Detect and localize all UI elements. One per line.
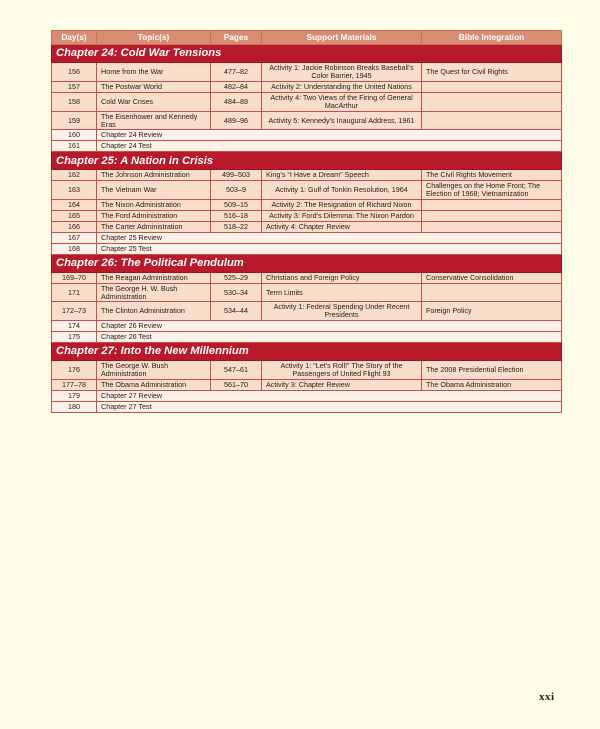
topic-cell: The Postwar World <box>97 81 211 92</box>
pages-cell: 547–61 <box>211 361 262 380</box>
topic-cell: The Reagan Administration <box>97 272 211 283</box>
table-row <box>52 232 562 243</box>
pages-cell: 534–44 <box>211 302 262 321</box>
topic-cell: Home from the War <box>97 63 211 82</box>
page-number: xxi <box>539 691 555 703</box>
table-row <box>52 332 562 343</box>
table-row <box>52 111 562 130</box>
day-cell: 174 <box>52 321 97 332</box>
table-row <box>52 379 562 390</box>
pages-cell: 489–96 <box>211 111 262 130</box>
topic-cell: Chapter 26 Review <box>97 321 562 332</box>
day-cell: 161 <box>52 141 97 152</box>
support-materials-cell: Activity 5: Kennedy’s Inaugural Address, 1961 <box>262 111 422 130</box>
pages-cell: 518–22 <box>211 221 262 232</box>
table-row <box>52 210 562 221</box>
chapter-heading-row <box>52 254 562 272</box>
topic-cell: The Obama Administration <box>97 379 211 390</box>
table-row <box>52 272 562 283</box>
day-cell: 160 <box>52 130 97 141</box>
header-support-materials: Support Materials <box>262 31 422 45</box>
bible-integration-cell <box>422 283 562 302</box>
chapter-title: Chapter 25: A Nation in Crisis <box>52 152 562 170</box>
topic-cell: The Vietnam War <box>97 181 211 200</box>
table-row <box>52 401 562 412</box>
bible-integration-cell: Foreign Policy <box>422 302 562 321</box>
header-bible-integration: Bible Integration <box>422 31 562 45</box>
support-materials-cell: Activity 1: “Let’s Roll!” The Story of the Passengers of United Flight 93 <box>262 361 422 380</box>
bible-integration-cell: Challenges on the Home Front; The Election of 1968; Vietnamization <box>422 181 562 200</box>
day-cell: 171 <box>52 283 97 302</box>
table-row <box>52 390 562 401</box>
table-row <box>52 321 562 332</box>
bible-integration-cell: The Obama Administration <box>422 379 562 390</box>
support-materials-cell: Activity 4: Chapter Review <box>262 221 422 232</box>
header-row <box>52 31 562 45</box>
chapter-heading-row <box>52 343 562 361</box>
bible-integration-cell: The 2008 Presidential Election <box>422 361 562 380</box>
bible-integration-cell <box>422 210 562 221</box>
chapter-title: Chapter 27: Into the New Millennium <box>52 343 562 361</box>
day-cell: 164 <box>52 200 97 211</box>
support-materials-cell: Activity 3: Ford’s Dilemma: The Nixon Pardon <box>262 210 422 221</box>
topic-cell: The Clinton Administration <box>97 302 211 321</box>
pages-cell: 499–503 <box>211 170 262 181</box>
support-materials-cell: Activity 4: Two Views of the Firing of General MacArthur <box>262 92 422 111</box>
chapter-heading-row <box>52 152 562 170</box>
topic-cell: Cold War Crises <box>97 92 211 111</box>
table-row <box>52 283 562 302</box>
topic-cell: Chapter 27 Test <box>97 401 562 412</box>
support-materials-cell: Activity 2: The Resignation of Richard Nixon <box>262 200 422 211</box>
pages-cell: 516–18 <box>211 210 262 221</box>
bible-integration-cell: The Quest for Civil Rights <box>422 63 562 82</box>
table-row <box>52 92 562 111</box>
topic-cell: Chapter 25 Review <box>97 232 562 243</box>
table-row <box>52 81 562 92</box>
header-days: Day(s) <box>52 31 97 45</box>
day-cell: 169–70 <box>52 272 97 283</box>
topic-cell: The Ford Administration <box>97 210 211 221</box>
pages-cell: 509–15 <box>211 200 262 211</box>
chapter-title: Chapter 24: Cold War Tensions <box>52 45 562 63</box>
support-materials-cell: Christians and Foreign Policy <box>262 272 422 283</box>
topic-cell: The George W. Bush Administration <box>97 361 211 380</box>
day-cell: 159 <box>52 111 97 130</box>
day-cell: 163 <box>52 181 97 200</box>
pages-cell: 477–82 <box>211 63 262 82</box>
day-cell: 168 <box>52 243 97 254</box>
day-cell: 165 <box>52 210 97 221</box>
day-cell: 166 <box>52 221 97 232</box>
topic-cell: Chapter 26 Test <box>97 332 562 343</box>
day-cell: 158 <box>52 92 97 111</box>
table-row <box>52 130 562 141</box>
topic-cell: The Carter Administration <box>97 221 211 232</box>
pages-cell: 530–34 <box>211 283 262 302</box>
table-row <box>52 243 562 254</box>
day-cell: 172–73 <box>52 302 97 321</box>
day-cell: 176 <box>52 361 97 380</box>
support-materials-cell: Term Limits <box>262 283 422 302</box>
pages-cell: 561–70 <box>211 379 262 390</box>
table-body <box>52 45 562 413</box>
header-topics: Topic(s) <box>97 31 211 45</box>
schedule-table <box>51 30 562 413</box>
day-cell: 179 <box>52 390 97 401</box>
day-cell: 162 <box>52 170 97 181</box>
table-row <box>52 221 562 232</box>
topic-cell: The Nixon Administration <box>97 200 211 211</box>
day-cell: 156 <box>52 63 97 82</box>
table-row <box>52 181 562 200</box>
bible-integration-cell <box>422 92 562 111</box>
topic-cell: Chapter 27 Review <box>97 390 562 401</box>
topic-cell: Chapter 24 Test <box>97 141 562 152</box>
header-pages: Pages <box>211 31 262 45</box>
bible-integration-cell: Conservative Consolidation <box>422 272 562 283</box>
pages-cell: 503–9 <box>211 181 262 200</box>
day-cell: 167 <box>52 232 97 243</box>
topic-cell: Chapter 24 Review <box>97 130 562 141</box>
pages-cell: 525–29 <box>211 272 262 283</box>
chapter-title: Chapter 26: The Political Pendulum <box>52 254 562 272</box>
support-materials-cell: Activity 1: Gulf of Tonkin Resolution, 1964 <box>262 181 422 200</box>
chapter-heading-row <box>52 45 562 63</box>
bible-integration-cell <box>422 221 562 232</box>
table-row <box>52 302 562 321</box>
bible-integration-cell: The Civil Rights Movement <box>422 170 562 181</box>
table-row <box>52 141 562 152</box>
bible-integration-cell <box>422 200 562 211</box>
pages-cell: 482–84 <box>211 81 262 92</box>
bible-integration-cell <box>422 81 562 92</box>
day-cell: 180 <box>52 401 97 412</box>
day-cell: 177–78 <box>52 379 97 390</box>
support-materials-cell: Activity 1: Federal Spending Under Recent Presidents <box>262 302 422 321</box>
support-materials-cell: King’s “I Have a Dream” Speech <box>262 170 422 181</box>
table-row <box>52 170 562 181</box>
table-row <box>52 361 562 380</box>
topic-cell: The George H. W. Bush Administration <box>97 283 211 302</box>
pages-cell: 484–89 <box>211 92 262 111</box>
day-cell: 175 <box>52 332 97 343</box>
topic-cell: The Eisenhower and Kennedy Eras <box>97 111 211 130</box>
bible-integration-cell <box>422 111 562 130</box>
support-materials-cell: Activity 1: Jackie Robinson Breaks Baseball’s Color Barrier, 1945 <box>262 63 422 82</box>
day-cell: 157 <box>52 81 97 92</box>
topic-cell: Chapter 25 Test <box>97 243 562 254</box>
support-materials-cell: Activity 3: Chapter Review <box>262 379 422 390</box>
topic-cell: The Johnson Administration <box>97 170 211 181</box>
table-row <box>52 63 562 82</box>
support-materials-cell: Activity 2: Understanding the United Nations <box>262 81 422 92</box>
table-row <box>52 200 562 211</box>
